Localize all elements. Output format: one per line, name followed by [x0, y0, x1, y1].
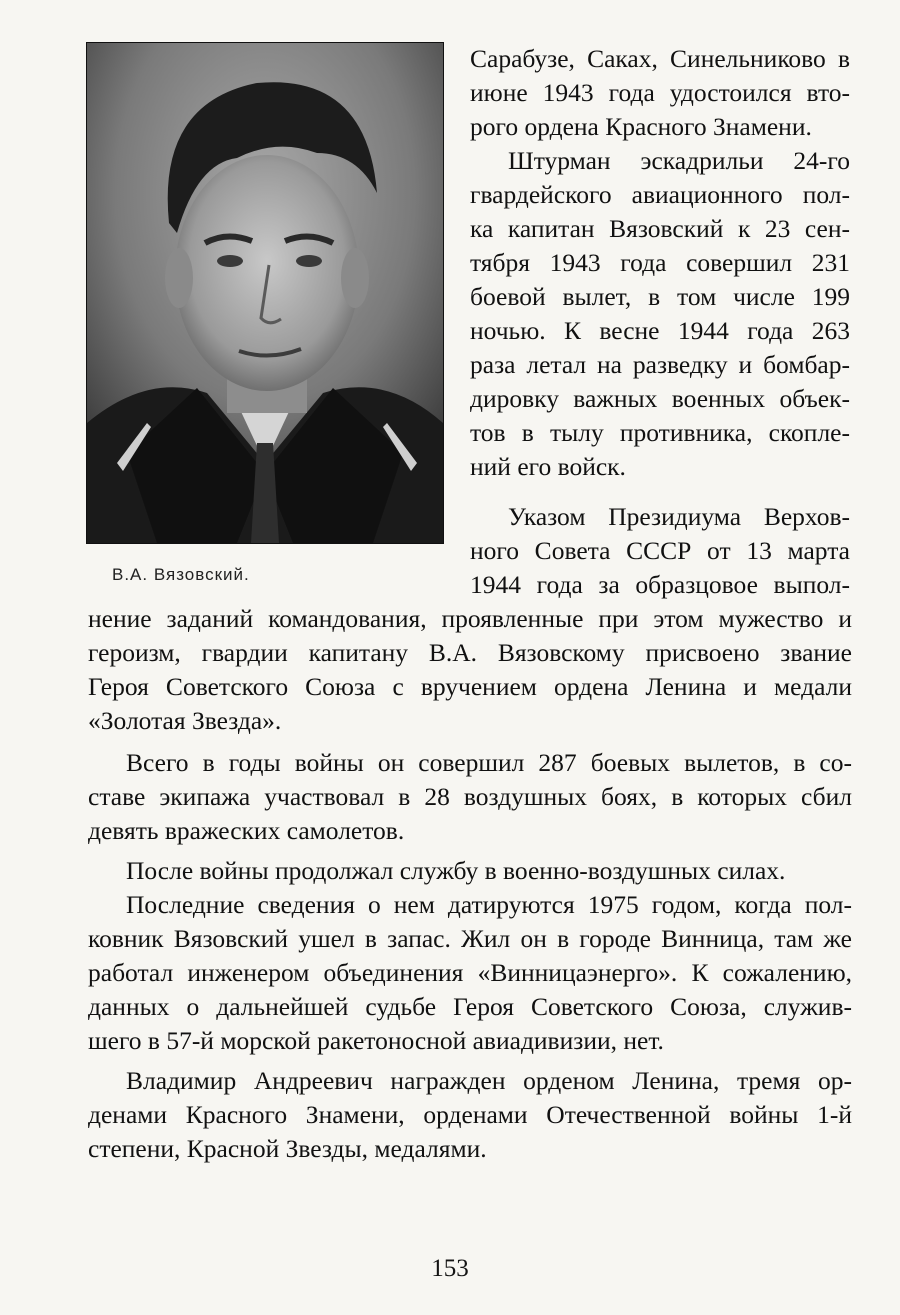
text-line: 1944 года за образцовое выпол- — [470, 570, 850, 599]
text-line: «Золотая Звезда». — [88, 706, 282, 735]
text-line: ний его войск. — [470, 452, 626, 481]
text-line: степени, Красной Звезды, медалями. — [88, 1134, 487, 1163]
text-line: нение заданий командования, проявленные при этом мужество и — [88, 604, 852, 633]
text-line: рого ордена Красного Знамени. — [470, 112, 812, 141]
text-line: ковник Вязовский ушел в запас. Жил он в городе Винница, там же — [88, 924, 852, 953]
text-line: дировку важных военных объек- — [470, 384, 850, 413]
text-line: гвардейского авиационного пол- — [470, 180, 850, 209]
text-line: денами Красного Знамени, орденами Отечественной войны 1-й — [88, 1100, 852, 1129]
text-line: Штурман эскадрильи 24-го — [508, 146, 850, 175]
portrait-figure — [86, 42, 444, 544]
text-line: данных о дальнейшей судьбе Героя Советского Союза, служив- — [88, 992, 852, 1021]
text-line: работал инженером объединения «Винницаэнерго». К сожалению, — [88, 958, 852, 987]
text-line: ного Совета СССР от 13 марта — [470, 536, 850, 565]
text-line: ка капитан Вязовский к 23 сен- — [470, 214, 850, 243]
text-line: ночью. К весне 1944 года 263 — [470, 316, 850, 345]
text-line: Героя Советского Союза с вручением ордена Ленина и медали — [88, 672, 852, 701]
text-line: боевой вылет, в том числе 199 — [470, 282, 850, 311]
text-line: Владимир Андреевич награжден орденом Ленина, тремя ор- — [126, 1066, 852, 1095]
text-line: Последние сведения о нем датируются 1975 годом, когда пол- — [126, 890, 852, 919]
text-line: Всего в годы войны он совершил 287 боевых вылетов, в со- — [126, 748, 852, 777]
text-line: После войны продолжал службу в военно-воздушных силах. — [126, 856, 786, 885]
text-line: июне 1943 года удостоился вто- — [470, 78, 850, 107]
text-line: Указом Президиума Верхов- — [508, 502, 850, 531]
text-line: Сарабузе, Саках, Синельниково в — [470, 44, 850, 73]
text-line: девять вражеских самолетов. — [88, 816, 405, 845]
portrait-illustration — [87, 43, 443, 543]
text-line: ставе экипажа участвовал в 28 воздушных боях, в которых сбил — [88, 782, 852, 811]
text-line: раза летал на разведку и бомбар- — [470, 350, 850, 379]
text-line: тября 1943 года совершил 231 — [470, 248, 850, 277]
text-line: героизм, гвардии капитану В.А. Вязовскому присвоено звание — [88, 638, 852, 667]
portrait-photo — [86, 42, 444, 544]
page-number: 153 — [431, 1255, 469, 1282]
text-line: тов в тылу противника, скопле- — [470, 418, 850, 447]
text-line: шего в 57-й морской ракетоносной авиадивизии, нет. — [88, 1026, 664, 1055]
photo-caption: В.А. Вязовский. — [112, 565, 250, 584]
